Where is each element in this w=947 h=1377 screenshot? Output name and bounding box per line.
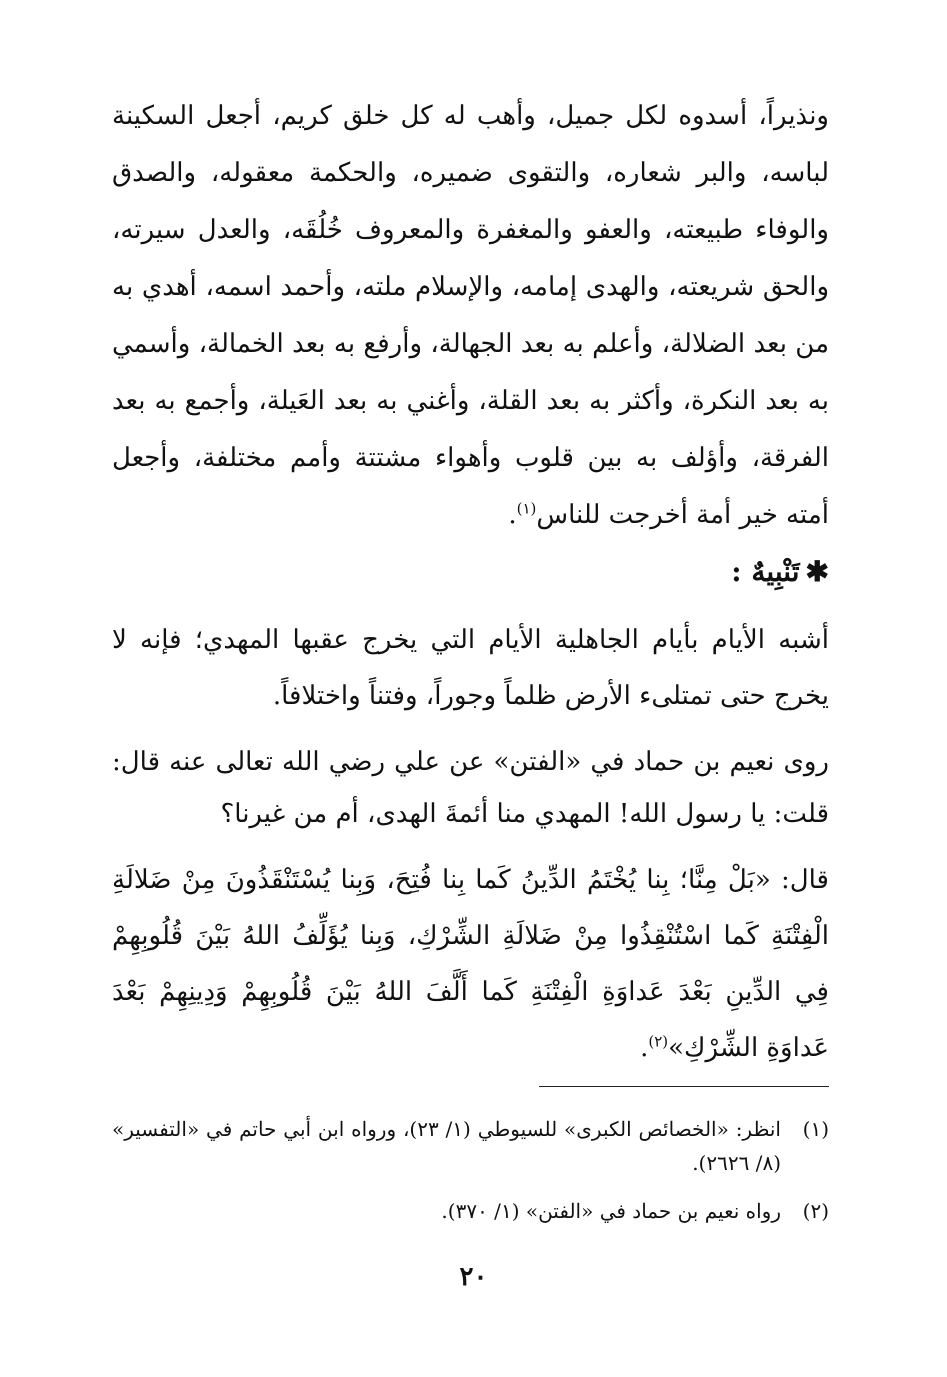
paragraph-1 [112,88,829,544]
paragraph-1-text: ونذيراً، أسدوه لكل جميل، وأهب له كل خلق كريم، أجعل السكينة لباسه، والبر شعاره، والتقوى ضميره، والحكمة معقوله، والصدق والوفاء طبيعته، والعفو والمغفرة والمعروف خُلُقَه، والعدل سيرته، والحق شريعته، والهدى إمامه، والإسلام ملته، وأحمد اسمه، أهدي به من بعد الضلالة، وأعلم به بعد الجهالة، وأرفع به بعد الخمالة، وأسمي به بعد النكرة، وأكثر به بعد القلة، وأغني به بعد العَيلة، وأجمع به بعد الفرقة، وأؤلف به بين قلوب وأهواء مشتتة وأمم مختلفة، وأجعل أمته خير أمة أخرجت للناس [112,101,829,530]
paragraph-4 [112,852,829,1076]
footnote-text: انظر: «الخصائص الكبرى» للسيوطي (١/ ٢٣)، ورواه ابن أبي حاتم في «التفسير» (٨/ ٢٦٢٦). [112,1117,781,1175]
footnotes [112,1112,829,1242]
footnote-number: (١) [802,1117,829,1141]
paragraph-3: روى نعيم بن حماد في «الفتن» عن علي رضي الله تعالى عنه قال: قلت: يا رسول الله! المهدي منا أئمةَ الهدى، أم من غيرنا؟ [112,747,829,829]
notice-label: تَنْبِيهٌ : [731,555,800,588]
page-number: ٢٠ [459,1262,488,1292]
asterisk-icon: ✱ [805,555,829,588]
page-body [112,88,829,1076]
footnote-text: رواه نعيم بن حماد في «الفتن» (١/ ٣٧٠). [441,1199,781,1223]
footnote-separator [539,1086,829,1087]
notice-heading [112,544,829,600]
paragraph-4-text: قال: «بَلْ مِنَّا؛ بِنا يُخْتَمُ الدِّينُ كَما بِنا فُتِحَ، وَبِنا يُسْتَنْقَذُونَ مِنْ ضَلالَةِ الْفِتْنَةِ كَما اسْتُنْقِذُوا مِنْ ضَلالَةِ الشِّرْكِ، وَبِنا يُؤَلِّفُ اللهُ بَيْنَ قُلُوبِهِمْ فِي الدِّينِ بَعْدَ عَداوَةِ الْفِتْنَةِ كَما أَلَّفَ اللهُ بَيْنَ قُلُوبِهِمْ وَدِينِهِمْ بَعْدَ عَداوَةِ الشِّرْكِ» [112,865,829,1063]
paragraph-1-end: . [508,500,517,530]
footnote-item [112,1194,829,1228]
footnote-number: (٢) [802,1199,829,1223]
footnote-item [112,1112,829,1180]
footnote-ref-2[interactable]: (٢) [648,1032,669,1051]
paragraph-4-end: . [640,1033,649,1063]
footnote-ref-1[interactable]: (١) [516,499,537,518]
paragraph-2: أشبه الأيام بأيام الجاهلية الأيام التي يخرج عقبها المهدي؛ فإنه لا يخرج حتى تمتلىء الأرض ظلماً وجوراً، وفتناً واختلافاً. [112,625,829,711]
